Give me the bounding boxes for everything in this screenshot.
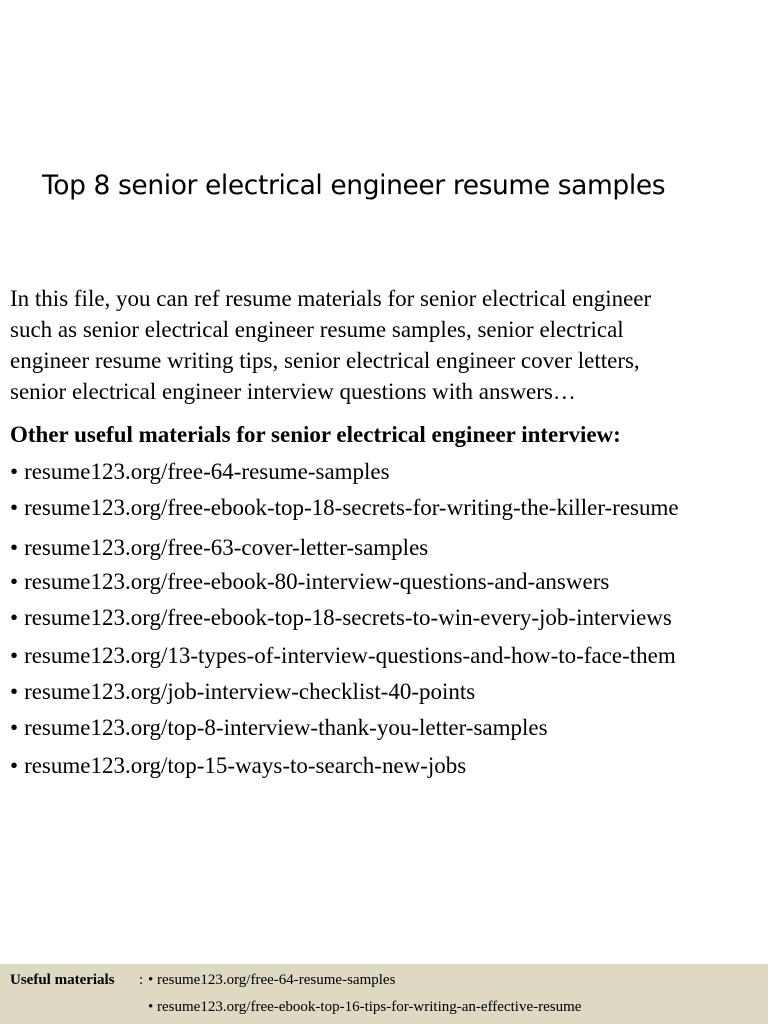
bullet-icon: • [148,972,154,988]
list-item [10,567,609,597]
footer-list-item [148,972,395,989]
list-item [10,713,548,743]
list-item [10,751,466,781]
bullet-icon: • [10,643,19,668]
resource-link[interactable]: resume123.org/job-interview-checklist-40-points [24,679,476,704]
list-item [10,641,676,671]
list-item [10,533,428,563]
bullet-icon: • [148,999,154,1015]
bullet-icon: • [10,569,19,594]
resource-link[interactable]: resume123.org/top-8-interview-thank-you-letter-samples [24,715,548,740]
page-title: Top 8 senior electrical engineer resume samples [42,170,666,201]
resource-link[interactable]: resume123.org/top-15-ways-to-search-new-jobs [24,753,467,778]
bullet-icon: • [10,753,19,778]
list-item [10,493,679,523]
footer-link[interactable]: resume123.org/free-ebook-top-16-tips-for-writing-an-effective-resume [157,999,582,1015]
intro-line: such as senior electrical engineer resume samples, senior electrical [10,317,624,342]
resource-link[interactable]: resume123.org/free-63-cover-letter-samples [24,535,429,560]
bullet-icon: • [10,459,19,484]
list-item [10,603,672,633]
bullet-icon: • [10,495,19,520]
list-item [10,677,475,707]
resource-link[interactable]: resume123.org/free-ebook-top-18-secrets-to-win-every-job-interviews [24,605,672,630]
resource-link[interactable]: resume123.org/13-types-of-interview-questions-and-how-to-face-them [24,643,676,668]
bullet-icon: • [10,535,19,560]
bullet-icon: • [10,605,19,630]
intro-line: engineer resume writing tips, senior electrical engineer cover letters, [10,348,640,373]
bullet-icon: • [10,679,19,704]
footer-colon: : [139,972,144,988]
bullet-icon: • [10,715,19,740]
section-heading: Other useful materials for senior electrical engineer interview: [10,422,621,447]
intro-paragraph [10,283,760,407]
intro-line: senior electrical engineer interview questions with answers… [10,379,576,404]
footer-bar [0,964,768,1024]
footer-label: Useful materials [10,972,115,988]
list-item [10,457,390,487]
resource-link[interactable]: resume123.org/free-ebook-top-18-secrets-for-writing-the-killer-resume [24,495,679,520]
footer-list-item [148,999,581,1016]
resource-link[interactable]: resume123.org/free-ebook-80-interview-questions-and-answers [24,569,610,594]
resource-link[interactable]: resume123.org/free-64-resume-samples [24,459,390,484]
intro-line: In this file, you can ref resume materials for senior electrical engineer [10,286,652,311]
footer-link[interactable]: resume123.org/free-64-resume-samples [157,972,396,988]
